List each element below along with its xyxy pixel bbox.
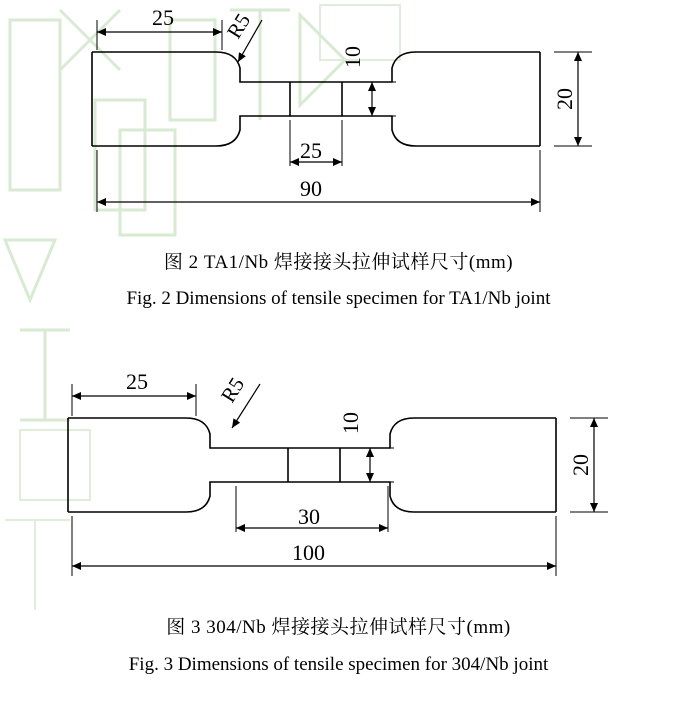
dim-grip-width: 20 [568, 454, 593, 476]
dim-fillet-radius: R5 [215, 373, 250, 407]
figure-3-caption-cn: 图 3 304/Nb 焊接接头拉伸试样尺寸(mm) [166, 617, 511, 638]
dim-left-grip-length: 25 [152, 5, 174, 30]
figure-2-caption-cn: 图 2 TA1/Nb 焊接接头拉伸试样尺寸(mm) [163, 252, 514, 273]
dim-gauge-width: 10 [340, 46, 365, 68]
dim-gauge-length: 25 [300, 138, 322, 163]
dim-left-grip-length: 25 [126, 369, 148, 394]
figure-3-caption-en: Fig. 3 Dimensions of tensile specimen for 304/Nb joint [128, 654, 549, 675]
dim-total-length: 90 [300, 176, 322, 201]
dim-total-length: 100 [292, 540, 325, 565]
dim-fillet-radius: R5 [221, 9, 256, 43]
figure-2-drawing [0, 0, 677, 240]
dim-gauge-width: 10 [338, 412, 363, 434]
specimen-outline-fig2 [92, 52, 540, 146]
dimension-arrows-fig2 [97, 20, 578, 202]
dimension-arrows-fig3 [72, 384, 594, 566]
figure-2-caption-en: Fig. 2 Dimensions of tensile specimen for TA1/Nb joint [126, 288, 551, 309]
dim-grip-width: 20 [552, 88, 577, 110]
figure-3-drawing [0, 360, 677, 600]
dim-gauge-length: 30 [298, 504, 320, 529]
specimen-outline-fig3 [68, 418, 556, 512]
